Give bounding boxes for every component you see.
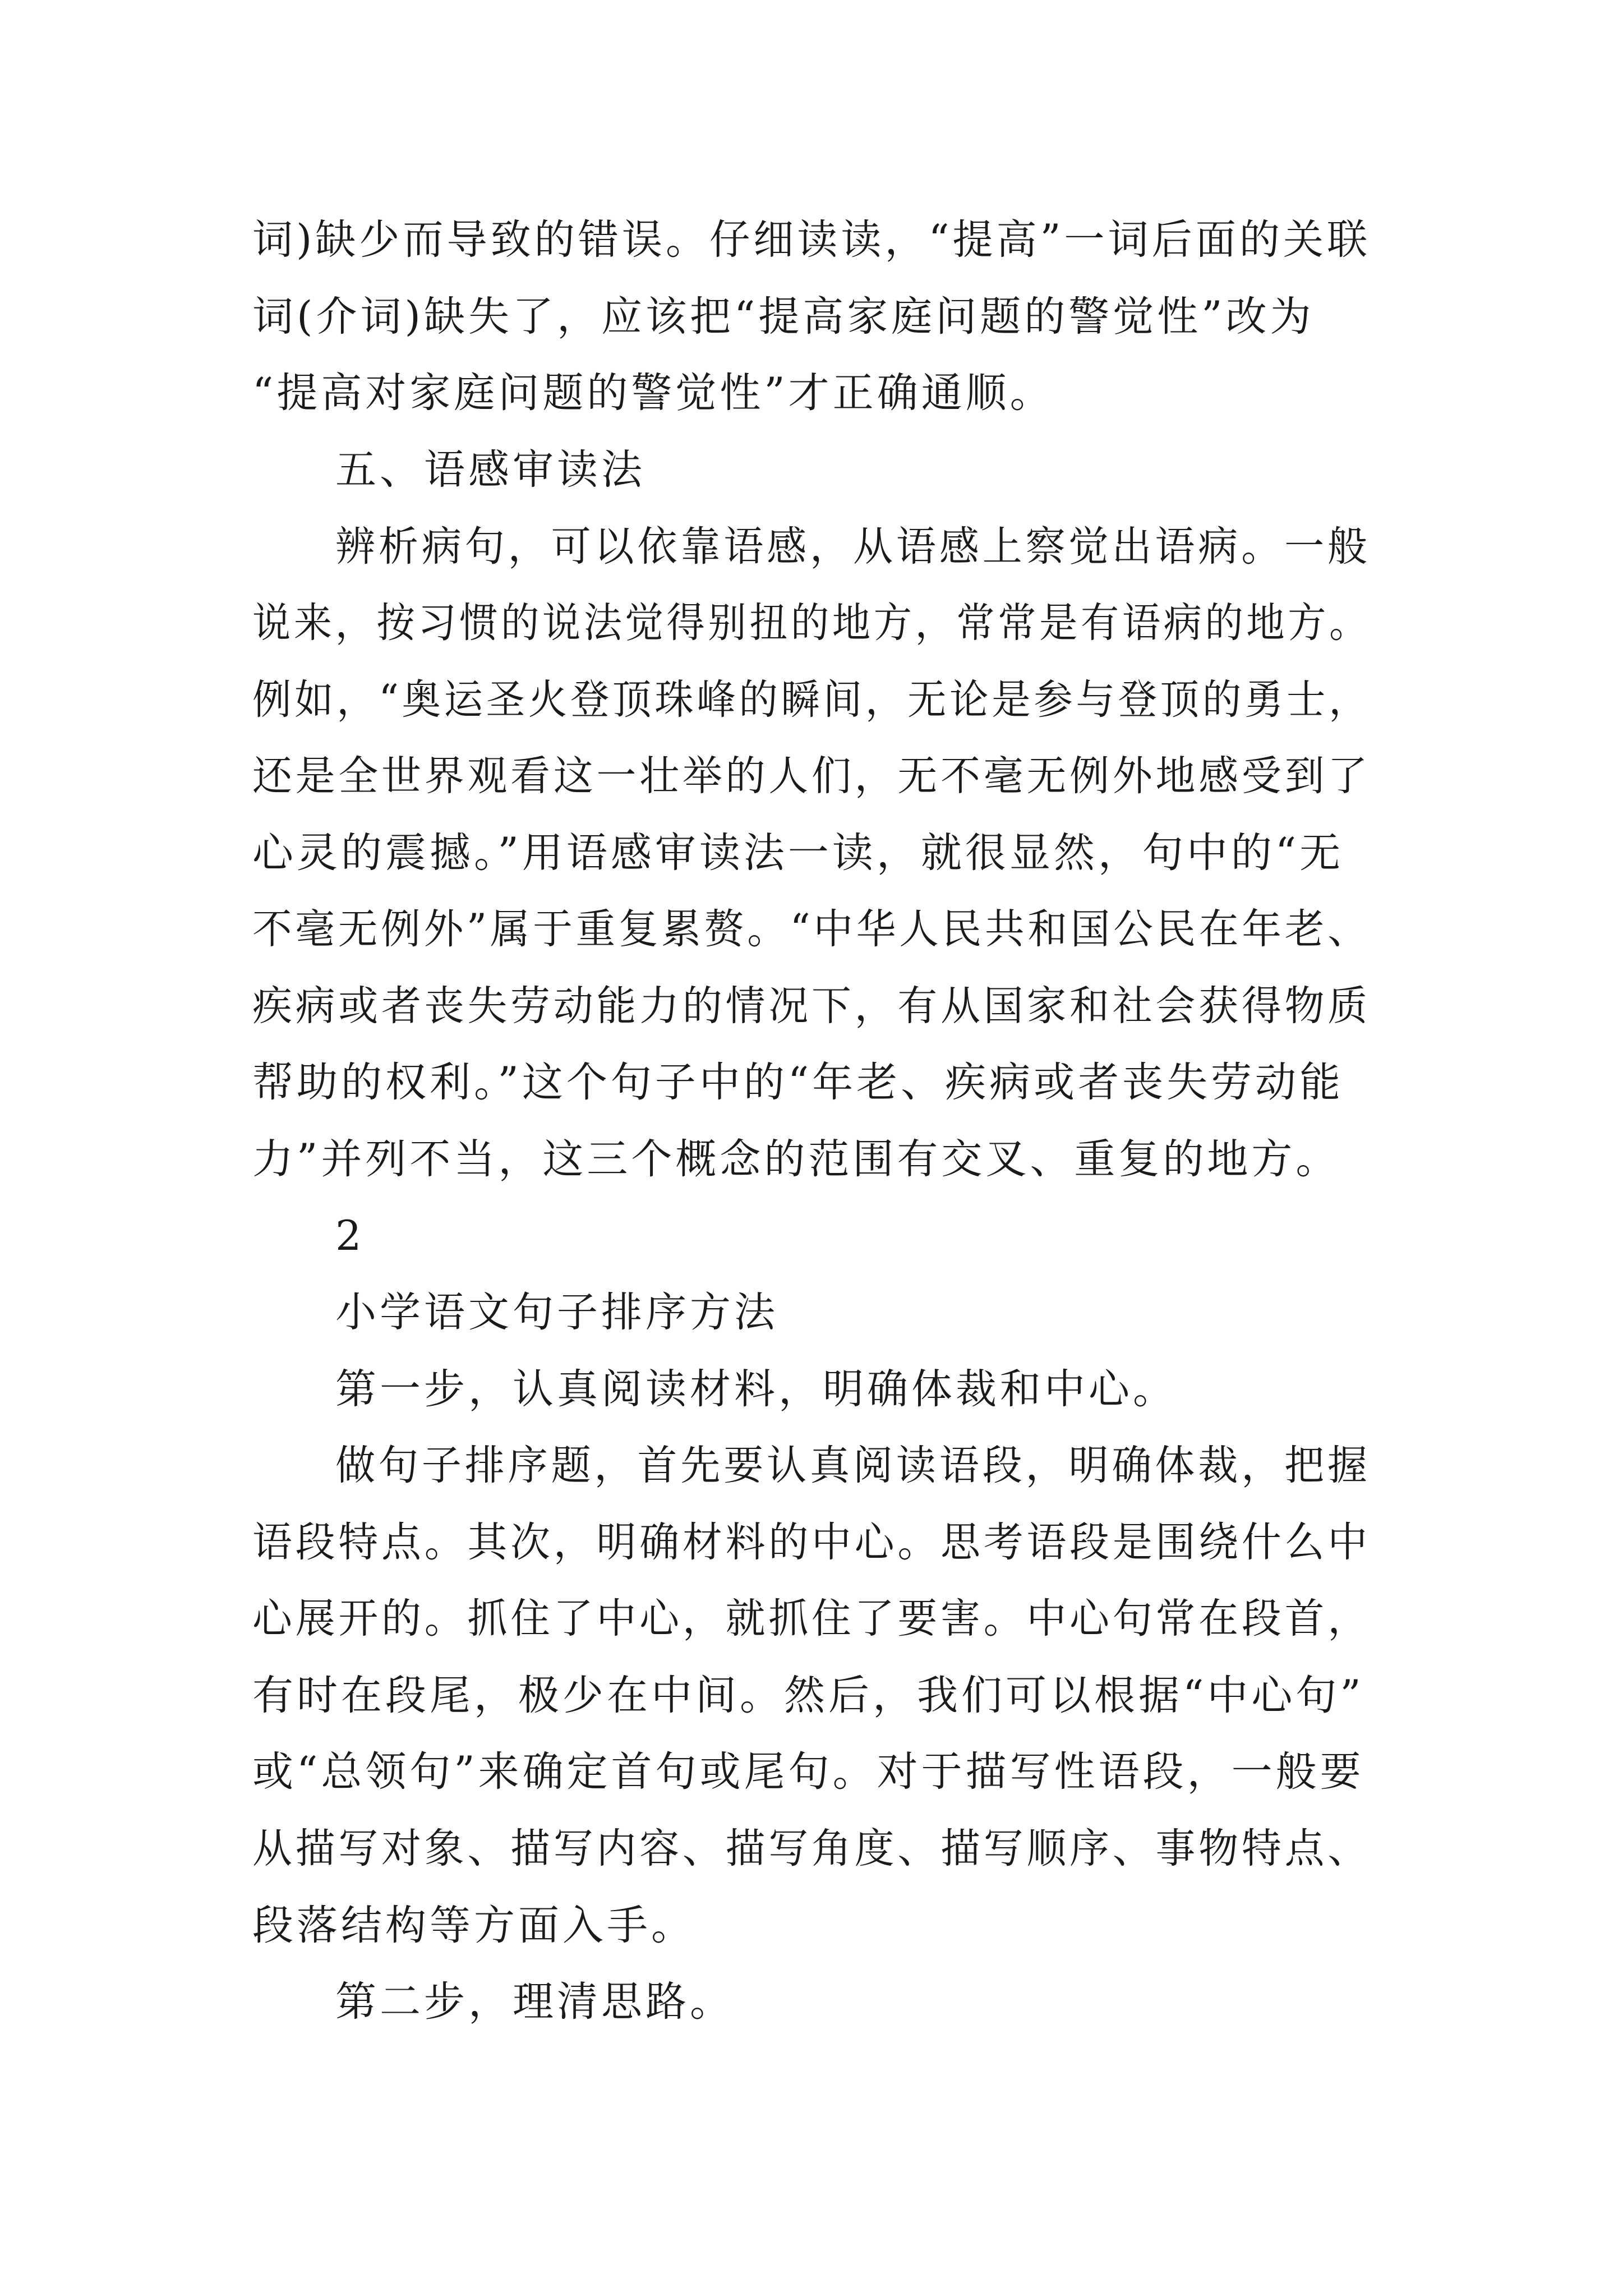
step-heading: 第一步，认真阅读材料，明确体裁和中心。 [335,1365,1177,1413]
section-title: 小学语文句子排序方法 [335,1289,778,1336]
text-line: 词(介词)缺失了，应该把“提高家庭问题的警觉性”改为 [252,293,1315,341]
text-line: 例如，“奥运圣火登顶珠峰的瞬间，无论是参与登顶的勇士， [252,676,1371,724]
text-line: 帮助的权利。”这个句子中的“年老、疾病或者丧失劳动能 [252,1059,1344,1106]
text-line: 做句子排序题，首先要认真阅读语段，明确体裁，把握 [335,1442,1371,1489]
text-line: “提高对家庭问题的警觉性”才正确通顺。 [252,369,1054,417]
step-heading: 第二步，理清思路。 [335,1978,734,2026]
text-line: 疾病或者丧失劳动能力的情况下，有从国家和社会获得物质 [252,982,1371,1030]
text-line: 说来，按习惯的说法觉得别扭的地方，常常是有语病的地方。 [252,599,1371,647]
text-line: 辨析病句，可以依靠语感，从语感上察觉出语病。一般 [335,523,1371,570]
text-line: 词)缺少而导致的错误。仔细读读，“提高”一词后面的关联 [252,216,1371,264]
section-number: 2 [335,1212,365,1260]
text-line: 段落结构等方面入手。 [252,1902,695,1949]
text-line: 心灵的震撼。”用语感审读法一读，就很显然，句中的“无 [252,829,1344,877]
text-line: 语段特点。其次，明确材料的中心。思考语段是围绕什么中 [252,1519,1371,1566]
text-line: 或“总领句”来确定首句或尾句。对于描写性语段，一般要 [252,1748,1364,1796]
section-heading: 五、语感审读法 [335,446,645,494]
text-line: 有时在段尾，极少在中间。然后，我们可以根据“中心句” [252,1672,1364,1719]
text-line: 力”并列不当，这三个概念的范围有交叉、重复的地方。 [252,1135,1340,1183]
text-line: 从描写对象、描写内容、描写角度、描写顺序、事物特点、 [252,1825,1371,1872]
text-line: 不毫无例外”属于重复累赘。“中华人民共和国公民在年老、 [252,905,1371,953]
text-line: 还是全世界观看这一壮举的人们，无不毫无例外地感受到了 [252,752,1371,800]
text-line: 心展开的。抓住了中心，就抓住了要害。中心句常在段首， [252,1595,1371,1642]
